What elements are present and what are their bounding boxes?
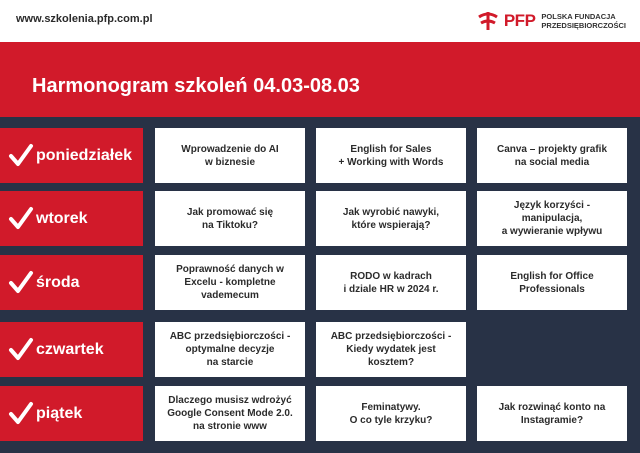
- session-title: Poprawność danych w Excelu - kompletne vademecum: [176, 264, 284, 301]
- session-cell: [155, 255, 305, 310]
- title-banner: [0, 42, 640, 117]
- pfp-logo: [476, 8, 626, 34]
- checkmark-icon: [8, 270, 34, 296]
- session-title: English for Office Professionals: [510, 270, 594, 295]
- day-label-czwartek: [0, 322, 143, 377]
- session-cell: [155, 386, 305, 441]
- checkmark-icon: [8, 337, 34, 363]
- session-title: Canva – projekty grafik na social media: [496, 143, 608, 168]
- session-cell: [477, 128, 627, 183]
- pfp-logo-icon: [476, 9, 500, 33]
- logo-wordmark: PFP: [503, 11, 536, 30]
- logo-name-line2: PRZEDSIĘBIORCZOŚCI: [541, 21, 626, 30]
- day-name: środa: [36, 273, 80, 291]
- day-name: poniedziałek: [36, 146, 133, 164]
- session-cell: [316, 255, 466, 310]
- day-label-piatek: [0, 386, 143, 441]
- session-title: RODO w kadrach i dziale HR w 2024 r.: [343, 270, 439, 295]
- session-title: ABC przedsiębiorczości - Kiedy wydatek jest kosztem?: [330, 331, 452, 368]
- session-title: English for Sales + Working with Words: [338, 143, 444, 168]
- session-cell: [155, 191, 305, 246]
- session-title: Wprowadzenie do AI w biznesie: [181, 143, 279, 168]
- session-cell: [477, 191, 627, 246]
- session-cell: [477, 386, 627, 441]
- checkmark-icon: [8, 206, 34, 232]
- checkmark-icon: [8, 143, 34, 169]
- logo-name-line1: POLSKA FUNDACJA: [541, 12, 616, 21]
- website-url[interactable]: www.szkolenia.pfp.com.pl: [16, 13, 153, 25]
- session-cell: [316, 386, 466, 441]
- session-cell: [477, 255, 627, 310]
- day-name: piątek: [36, 404, 83, 422]
- session-cell: [316, 191, 466, 246]
- day-label-poniedzialek: [0, 128, 143, 183]
- session-cell: [155, 128, 305, 183]
- checkmark-icon: [8, 401, 34, 427]
- day-name: czwartek: [36, 340, 104, 358]
- session-title: Język korzyści - manipulacja, a wywieranie wpływu: [501, 200, 603, 237]
- session-cell: [155, 322, 305, 377]
- page-title: Harmonogram szkoleń 04.03-08.03: [32, 75, 360, 97]
- empty-cell: [477, 322, 627, 377]
- session-title: Jak wyrobić nawyki, które wspierają?: [342, 206, 440, 231]
- day-name: wtorek: [36, 209, 88, 227]
- session-title: Jak promować się na Tiktoku?: [186, 206, 274, 231]
- day-label-sroda: [0, 255, 143, 310]
- session-cell: [316, 322, 466, 377]
- session-title: Feminatywy. O co tyle krzyku?: [349, 401, 433, 426]
- session-title: ABC przedsiębiorczości - optymalne decyzje na starcie: [169, 331, 291, 368]
- session-title: Jak rozwinąć konto na Instagramie?: [498, 401, 606, 426]
- session-cell: [316, 128, 466, 183]
- day-label-wtorek: [0, 191, 143, 246]
- logo-name: [541, 12, 626, 30]
- session-title: Dlaczego musisz wdrożyć Google Consent Mode 2.0. na stronie www: [167, 395, 293, 432]
- top-bar: [0, 0, 640, 42]
